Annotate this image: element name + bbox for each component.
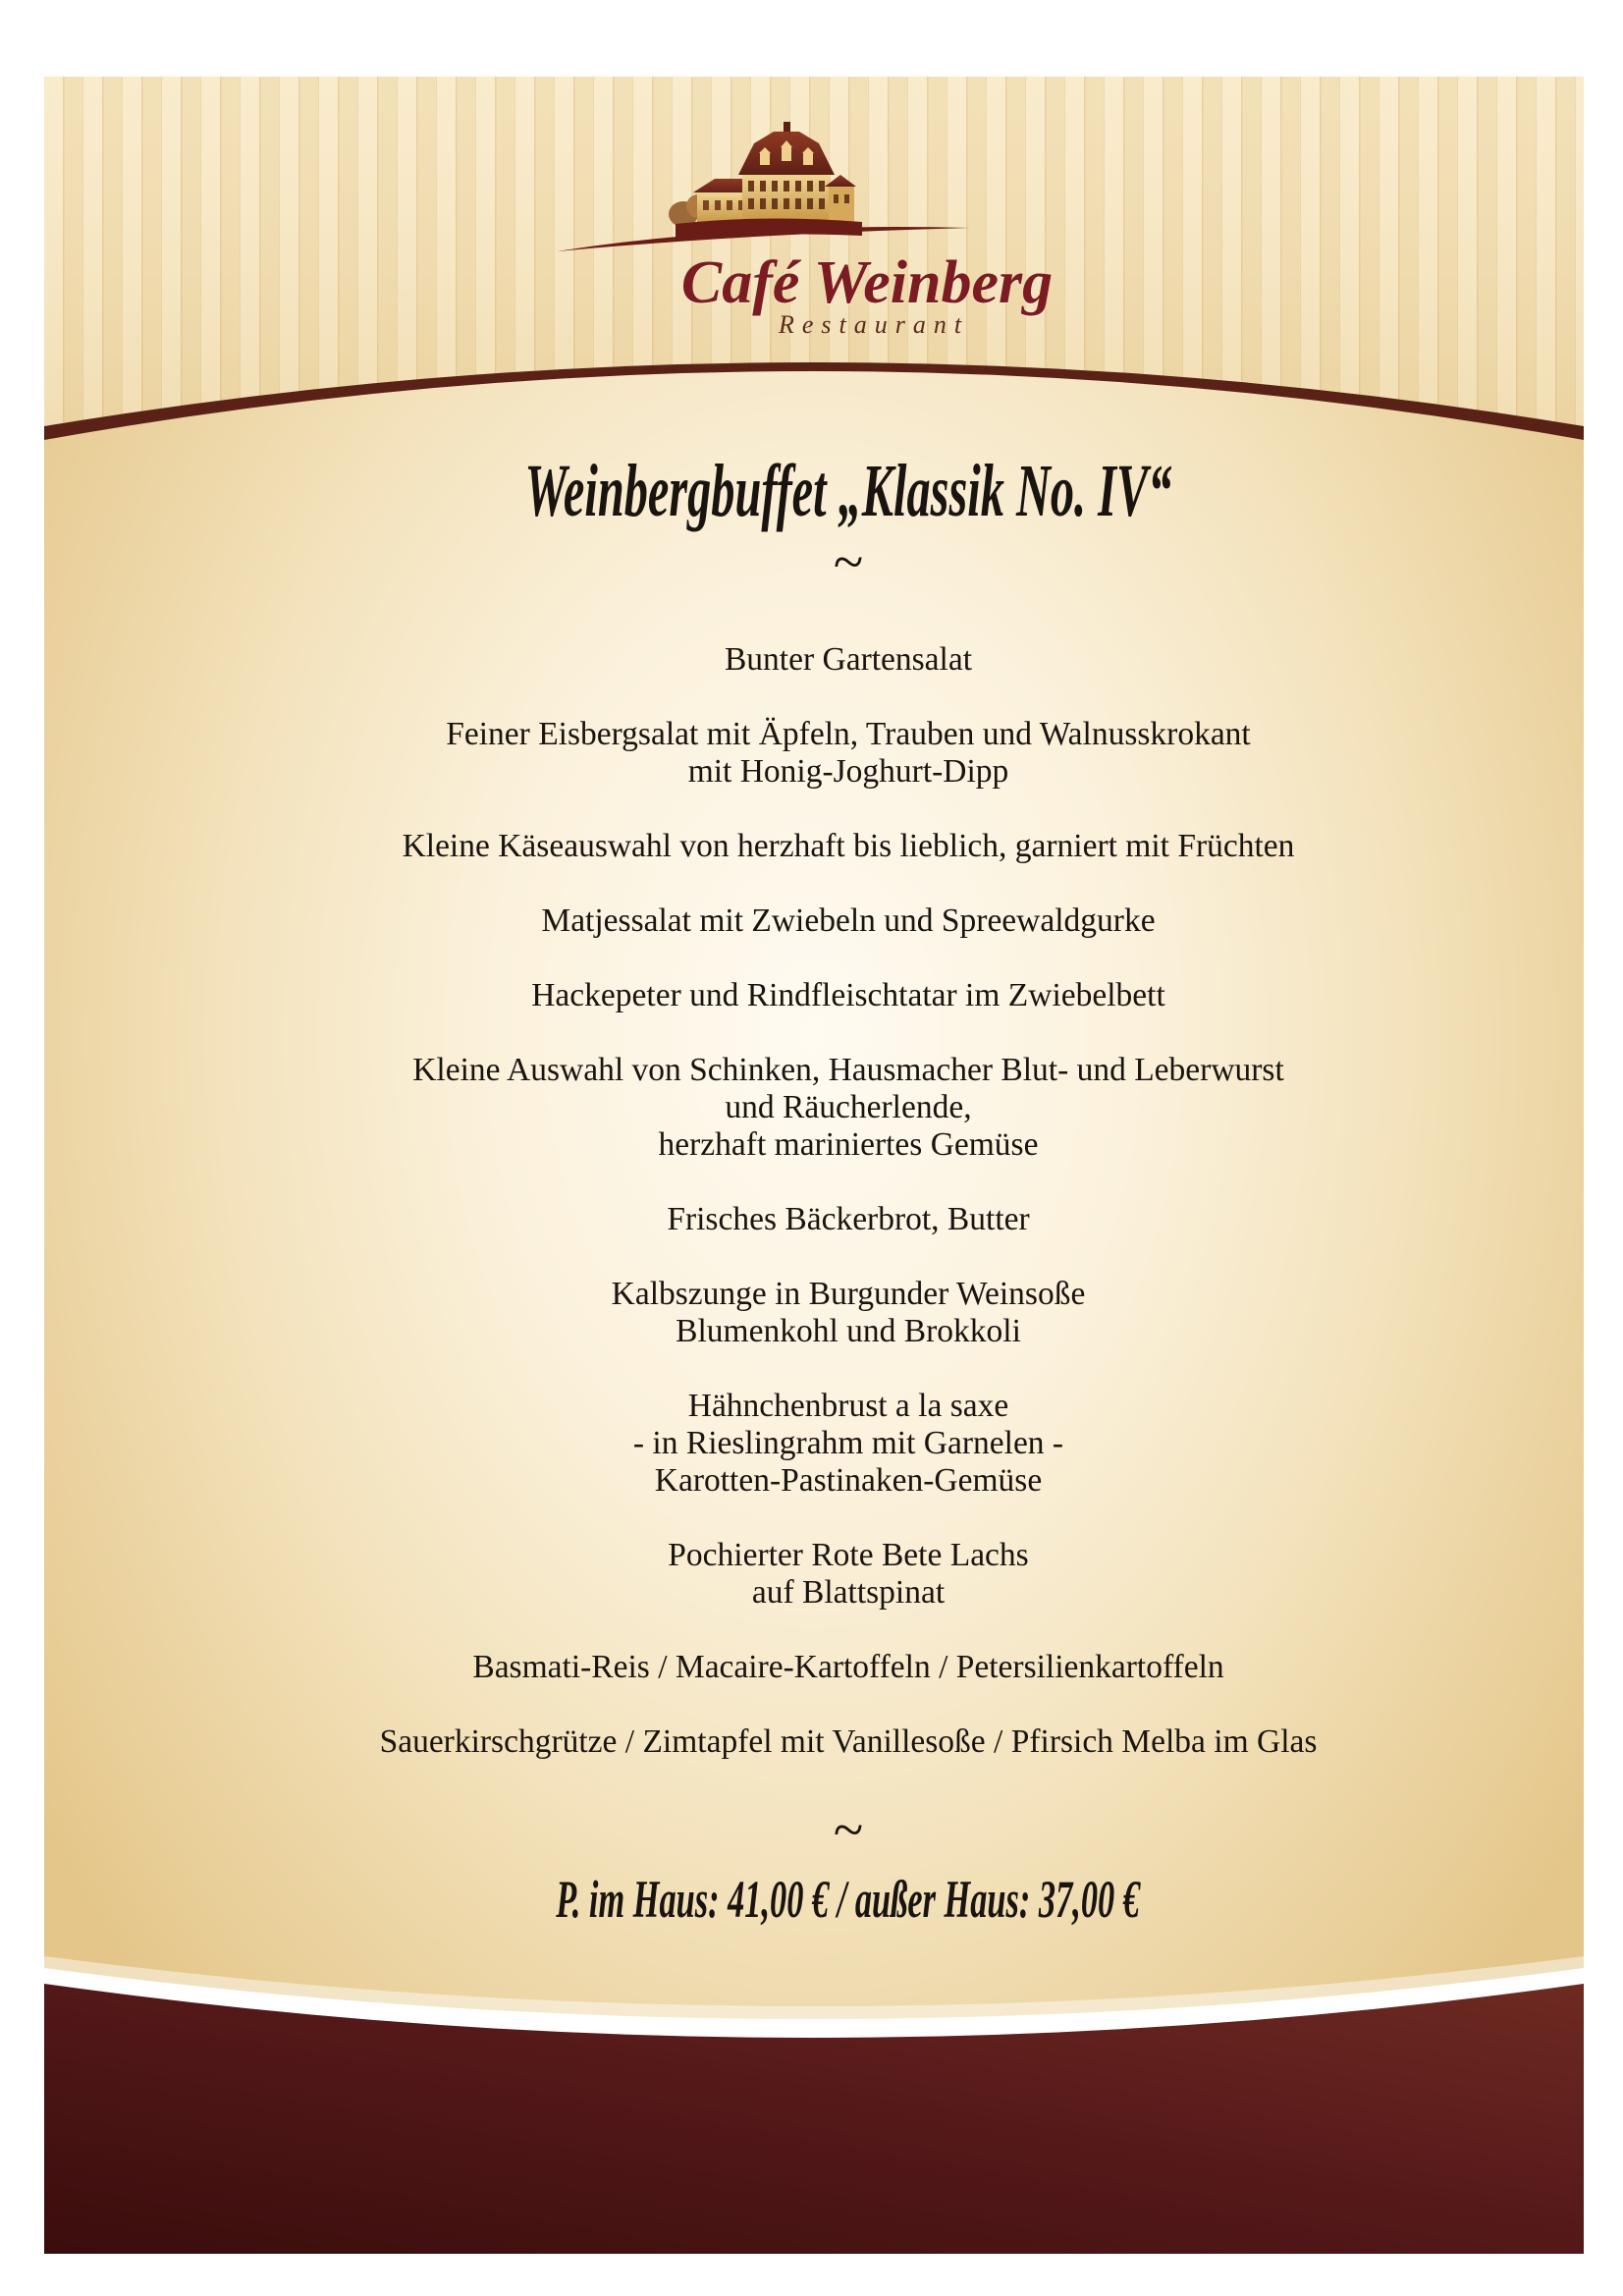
menu-item-line: Matjessalat mit Zwiebeln und Spreewaldgurke — [541, 902, 1156, 939]
menu-card — [44, 77, 1584, 2254]
menu-item-line: auf Blattspinat — [751, 1574, 946, 1611]
menu-item-line: Bunter Gartensalat — [724, 641, 973, 678]
menu-item-line: Kalbszunge in Burgunder Weinsoße — [611, 1276, 1086, 1312]
menu-item — [259, 977, 1437, 1014]
menu-title — [259, 447, 1437, 535]
menu-item-line: Hackepeter und Rindfleischtatar im Zwiebelbett — [531, 977, 1165, 1013]
menu-item-line: und Räucherlende, — [725, 1089, 972, 1125]
menu-item — [259, 1537, 1437, 1612]
menu-item-line: Kleine Käseauswahl von herzhaft bis lieblich, garniert mit Früchten — [402, 828, 1295, 864]
menu-item-line: herzhaft mariniertes Gemüse — [658, 1126, 1039, 1163]
menu-item-line: mit Honig-Joghurt-Dipp — [687, 753, 1009, 790]
menu-item — [259, 1052, 1437, 1164]
menu-item-line: Sauerkirschgrütze / Zimtapfel mit Vanillesoße / Pfirsich Melba im Glas — [379, 1723, 1318, 1760]
menu-title-text: Weinbergbuffet „Klassik No. IV“ — [524, 450, 1172, 532]
price-text: P. im Haus: 41,00 € / außer Haus: 37,00 € — [556, 1870, 1141, 1929]
menu-item — [259, 902, 1437, 940]
separator-bottom: ~ — [833, 1800, 864, 1861]
price-line — [259, 1868, 1437, 1931]
menu-item — [259, 641, 1437, 679]
menu-item-line: Karotten-Pastinaken-Gemüse — [654, 1462, 1043, 1499]
menu-item — [259, 1388, 1437, 1500]
menu-content — [259, 77, 1437, 2254]
menu-item — [259, 1723, 1437, 1761]
menu-item-line: Blumenkohl und Brokkoli — [676, 1313, 1021, 1349]
menu-item-line: Frisches Bäckerbrot, Butter — [667, 1201, 1030, 1237]
menu-item — [259, 716, 1437, 791]
separator-top: ~ — [833, 532, 864, 593]
menu-item — [259, 1276, 1437, 1350]
menu-item-line: Feiner Eisbergsalat mit Äpfeln, Trauben und Walnusskrokant — [446, 716, 1251, 752]
menu-list — [259, 641, 1437, 1798]
menu-item-line: - in Rieslingrahm mit Garnelen - — [632, 1425, 1064, 1461]
logo-name: Café Weinberg — [680, 249, 1054, 316]
menu-item-line: Hähnchenbrust a la saxe — [687, 1388, 1009, 1424]
menu-item — [259, 828, 1437, 865]
logo-subtitle: Restaurant — [778, 310, 970, 339]
menu-item — [259, 1649, 1437, 1686]
menu-item-line: Pochierter Rote Bete Lachs — [668, 1537, 1029, 1573]
menu-item-line: Basmati-Reis / Macaire-Kartoffeln / Petersilienkartoffeln — [472, 1649, 1224, 1685]
menu-item — [259, 1201, 1437, 1238]
menu-item-line: Kleine Auswahl von Schinken, Hausmacher Blut- und Leberwurst — [412, 1052, 1284, 1088]
